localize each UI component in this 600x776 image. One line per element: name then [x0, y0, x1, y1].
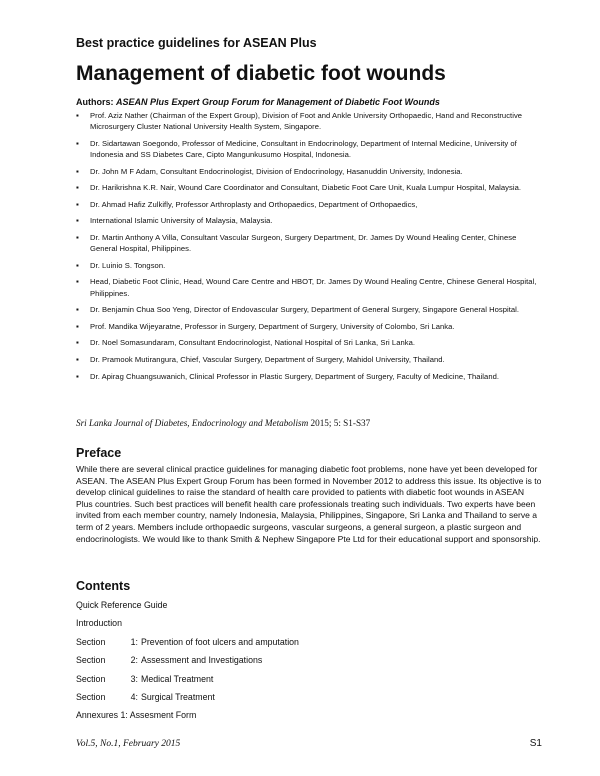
toc-section-label: Section [76, 636, 106, 647]
issue-info: Vol.5, No.1, February 2015 [76, 739, 181, 749]
toc-annexures: Annexures 1: Assesment Form [76, 710, 197, 721]
authors-label: Authors: [76, 97, 116, 107]
authors-list [76, 110, 542, 387]
journal-citation [76, 418, 370, 428]
author-item: ▪ Dr. John M F Adam, Consultant Endocrinologist, Division of Endocrinology, Hasanuddin University, Indonesia. [76, 166, 542, 177]
toc-section-2 [76, 653, 376, 671]
author-item: ▪ International Islamic University of Malaysia, Malaysia. [76, 215, 542, 226]
author-item: ▪ Dr. Noel Somasundaram, Consultant Endocrinologist, National Hospital of Sri Lanka, Sri Lanka. [76, 337, 542, 348]
table-of-contents [76, 598, 376, 727]
preface-text: While there are several clinical practice guidelines for managing diabetic foot problems, none have yet been developed for ASEAN. The ASEAN Plus Expert Group Forum has been formed in November 2012 to address this issue. Its objective is to develop clinical guidelines to raise the standard of health care provided to patients with diabetic foot wounds in ASEAN Plus countries. Such best practices will benefit health care professionals treating such individuals. Two experts have been invited from each member country, namely Indonesia, Malaysia, Philippines, Singapore, Sri Lanka and Thailand to serve a term of 2 years. Members include orthopaedic surgeons, vascular surgeons, a general surgeon, a plastic surgeon and endocrinologists. We would like to thank Smith & Nephew Singapore Pte Ltd for their educational support and sponsorship. [76, 464, 542, 544]
author-item: ▪ Head, Diabetic Foot Clinic, Head, Wound Care Centre and HBOT, Dr. James Dy Wound Healing Centre, Chinese General Hospital, Philippines. [76, 276, 542, 298]
toc-section-label: Section [76, 691, 106, 702]
series-kicker: Best practice guidelines for ASEAN Plus [76, 36, 317, 50]
author-item: ▪ Dr. Sidartawan Soegondo, Professor of Medicine, Consultant in Endocrinology, Department of Internal Medicine, University of Indonesia and SS Diabetes Care, Cipto Mangunkusumo Hospital, Indonesia. [76, 138, 542, 160]
toc-section-1 [76, 635, 376, 653]
author-item: ▪ Dr. Harikrishna K.R. Nair, Wound Care Coordinator and Consultant, Diabetic Foot Care Unit, Kuala Lumpur Hospital, Malaysia. [76, 182, 542, 193]
toc-introduction: Introduction [76, 618, 122, 629]
author-item: ▪ Prof. Aziz Nather (Chairman of the Expert Group), Division of Foot and Ankle University Orthopaedic, Hand and Reconstructive Microsurgery Cluster National University Health System, Singapore. [76, 110, 542, 132]
toc-section-number: 4: [130, 691, 138, 702]
authors-heading [76, 97, 440, 107]
toc-section-label: Section [76, 673, 106, 684]
page-title: Management of diabetic foot wounds [76, 62, 446, 85]
toc-section-number: 2: [130, 655, 138, 666]
author-item: ▪ Dr. Benjamin Chua Soo Yeng, Director of Endovascular Surgery, Department of General Surgery, Singapore General Hospital. [76, 304, 542, 315]
toc-quick-reference: Quick Reference Guide [76, 600, 168, 610]
toc-section-4 [76, 690, 376, 708]
toc-section-3 [76, 672, 376, 690]
preface-heading: Preface [76, 446, 122, 460]
authors-group: ASEAN Plus Expert Group Forum for Management of Diabetic Foot Wounds [116, 97, 440, 107]
journal-name: Sri Lanka Journal of Diabetes, Endocrinology and Metabolism [76, 418, 309, 428]
author-item: ▪ Dr. Ahmad Hafiz Zulkifly, Professor Arthroplasty and Orthopaedics, Department of Orthopaedics, [76, 199, 542, 210]
author-item: ▪ Dr. Pramook Mutirangura, Chief, Vascular Surgery, Department of Surgery, Mahidol University, Thailand. [76, 354, 542, 365]
contents-heading: Contents [76, 579, 131, 593]
toc-section-label: Section [76, 655, 106, 666]
toc-section-title: Medical Treatment [141, 673, 214, 684]
toc-section-title: Surgical Treatment [141, 691, 215, 702]
author-item: ▪ Dr. Martin Anthony A Villa, Consultant Vascular Surgeon, Surgery Department, Dr. James Dy Wound Healing Center, Chinese General Hospital, Philippines. [76, 232, 542, 254]
page-number: S1 [529, 738, 542, 749]
toc-section-title: Prevention of foot ulcers and amputation [141, 636, 299, 647]
toc-section-title: Assessment and Investigations [141, 655, 263, 666]
author-item: ▪ Dr. Apirag Chuangsuwanich, Clinical Professor in Plastic Surgery, Department of Surgery, Faculty of Medicine, Thailand. [76, 371, 542, 382]
author-item: ▪ Dr. Luinio S. Tongson. [76, 260, 542, 271]
journal-volume: 2015; 5: S1-S37 [308, 418, 371, 428]
toc-section-number: 3: [130, 673, 138, 684]
author-item: ▪ Prof. Mandika Wijeyaratne, Professor in Surgery, Department of Surgery, University of Colombo, Sri Lanka. [76, 321, 542, 332]
toc-section-number: 1: [130, 636, 138, 647]
